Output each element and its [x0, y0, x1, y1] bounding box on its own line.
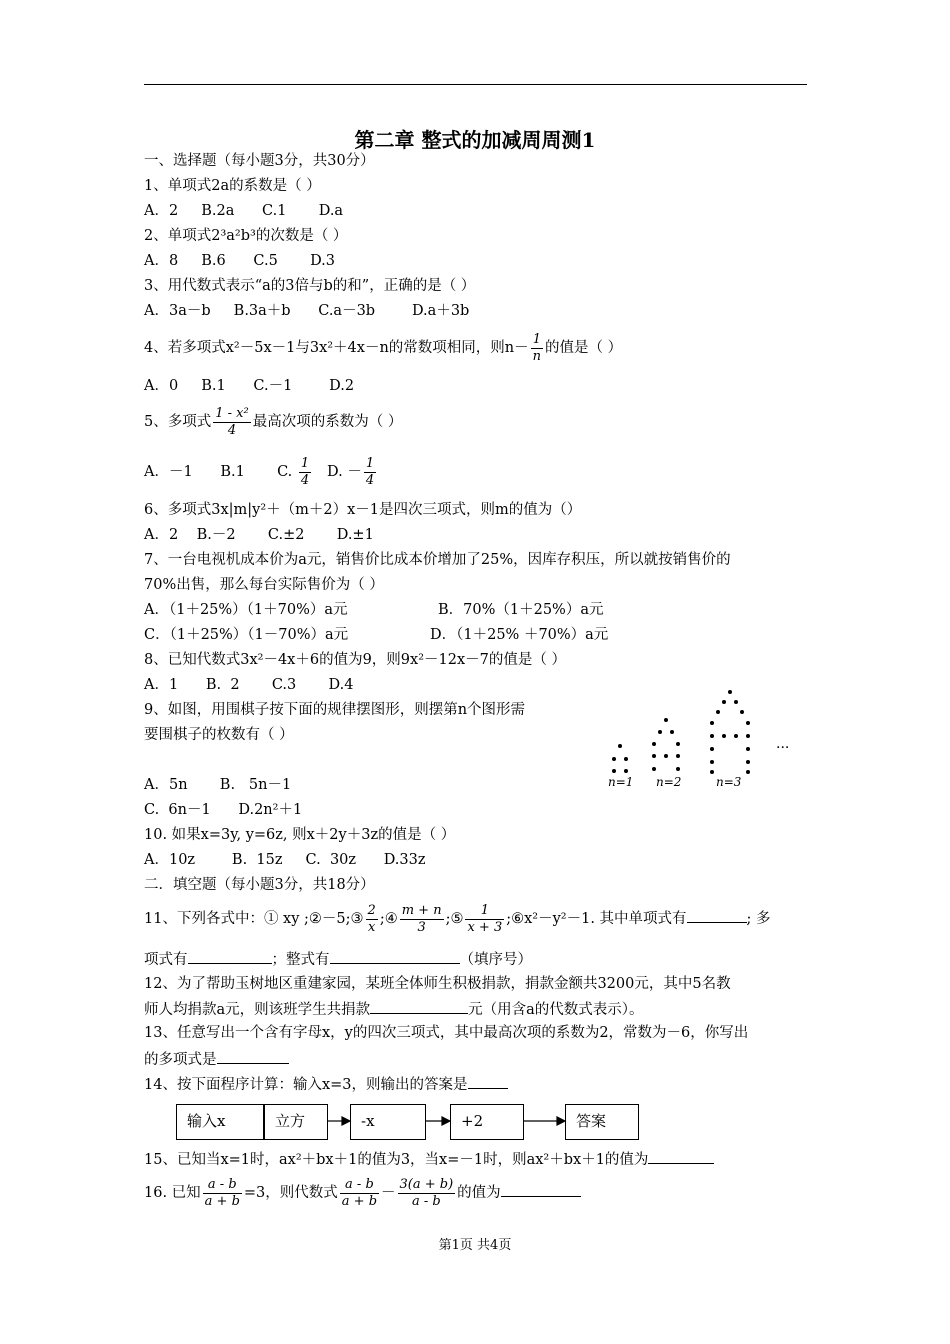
- section-fill-heading: 二．填空题（每小题3分，共18分）: [144, 877, 375, 893]
- page-title: 第二章 整式的加减周周测1: [354, 128, 596, 152]
- question-13-line2: [144, 1049, 289, 1069]
- q5-option-d-den: 4: [365, 472, 375, 488]
- question-1: 1、单项式2a的系数是（ ）: [144, 178, 321, 194]
- q16-text-d: 的值为: [457, 1185, 501, 1201]
- flow-box-input: 输入x: [176, 1104, 264, 1140]
- question-10-options: A．10z B. 15z C. 30z D.33z: [144, 852, 426, 868]
- q5-option-d: D. －: [313, 464, 362, 480]
- question-11-line1: [144, 898, 771, 940]
- q11-f5-num: 1: [465, 903, 504, 920]
- question-7-option-b: B．70%（1＋25%）a元: [438, 602, 604, 618]
- q11-f5-den: x + 3: [467, 919, 503, 935]
- label-n1: n=1: [608, 775, 634, 789]
- q12-line2-a: 师人均捐款a元，则该班学生共捐款: [144, 1002, 371, 1018]
- q11-line2-a: 项式有: [144, 952, 188, 968]
- question-14: [144, 1074, 508, 1094]
- q11-text-c: ;⑤: [445, 911, 464, 927]
- question-7-line1: 7、一台电视机成本价为a元，销售价比成本价增加了25%，因库存积压，所以就按销售价的: [144, 552, 731, 568]
- q11-f3-den: x: [368, 919, 376, 935]
- question-7-option-a: A．（1＋25%）（1＋70%）a元: [144, 602, 348, 618]
- question-1-options: A．2 B.2a C.1 D.a: [144, 203, 344, 219]
- flow-box-cube: 立方: [264, 1104, 328, 1140]
- q11-line2-b: ；整式有: [271, 952, 330, 968]
- q16-fraction-2: [340, 1177, 379, 1210]
- q16-fraction-3: [398, 1177, 456, 1210]
- q11-line2-c: （填序号）: [459, 952, 532, 968]
- q4-fraction-num: 1: [531, 332, 543, 349]
- arrow-icon: [342, 1117, 350, 1125]
- q16-text-b: =3，则代数式: [243, 1185, 338, 1201]
- q5-text-pre: 5、多项式: [144, 414, 212, 430]
- question-9-options-cd: C. 6n－1 D.2n²＋1: [144, 802, 303, 818]
- q15-blank[interactable]: [648, 1149, 714, 1164]
- question-8-options: A．1 B. 2 C.3 D.4: [144, 677, 354, 693]
- question-16: [144, 1172, 581, 1214]
- q12-blank[interactable]: [370, 999, 468, 1014]
- question-10: 10. 如果x=3y, y=6z, 则x＋2y＋3z的值是（ ）: [144, 827, 456, 843]
- question-9-line1: 9、如图，用围棋子按下面的规律摆图形，则摆第n个图形需: [144, 702, 526, 718]
- q5-option-ab-c: A．－1 B.1 C.: [144, 464, 293, 480]
- question-5-options: [144, 452, 378, 492]
- q16-f1-den: a + b: [204, 1193, 240, 1209]
- q16-blank[interactable]: [501, 1182, 581, 1197]
- question-2: 2、单项式2³a²b³的次数是（ ）: [144, 228, 348, 244]
- arrow-icon: [557, 1117, 565, 1125]
- pattern-n1: [612, 744, 628, 773]
- question-15: [144, 1149, 714, 1169]
- q4-fraction-den: n: [532, 348, 542, 364]
- question-4: [144, 328, 622, 368]
- question-12-line1: 12、为了帮助玉树地区重建家园，某班全体师生积极捐款，捐款金额共3200元，其中5名教: [144, 976, 731, 992]
- question-12-line2: [144, 999, 644, 1019]
- q14-text: 14、按下面程序计算：输入x=3，则输出的答案是: [144, 1077, 468, 1093]
- q4-text-pre: 4、若多项式x²－5x－1与3x²＋4x－n的常数项相同，则n－: [144, 340, 529, 356]
- pattern-n3: [710, 690, 750, 774]
- q13-line2-text: 的多项式是: [144, 1052, 217, 1068]
- q5-option-c-num: 1: [300, 455, 310, 471]
- q11-text-b: ;④: [379, 911, 398, 927]
- q13-blank[interactable]: [217, 1049, 289, 1064]
- question-3: 3、用代数式表示“a的3倍与b的和”，正确的是（ ）: [144, 278, 476, 294]
- q5-fraction-num: 1 - x²: [215, 405, 249, 421]
- question-9-options-ab: A．5n B. 5n－1: [144, 777, 292, 793]
- q11-blank-monomial[interactable]: [687, 908, 747, 923]
- q12-line2-b: 元（用含a的代数式表示）。: [468, 1002, 644, 1018]
- q11-fraction-3: [366, 903, 378, 936]
- q16-f2-den: a + b: [341, 1193, 378, 1209]
- q11-fraction-5: [465, 903, 504, 936]
- label-n3: n=3: [716, 775, 742, 789]
- arrow-icon: [442, 1117, 450, 1125]
- flow-box-answer: 答案: [565, 1104, 639, 1140]
- question-5: [144, 402, 402, 442]
- q11-blank-polynomial[interactable]: [188, 949, 272, 964]
- flow-box-plus-2: +2: [450, 1104, 524, 1140]
- question-2-options: A．8 B.6 C.5 D.3: [144, 253, 336, 269]
- question-9-line2: 要围棋子的枚数有（ ）: [144, 727, 294, 743]
- q11-f4-num: m + n: [401, 902, 442, 918]
- go-stones-pattern-figure: [600, 686, 800, 796]
- q16-f2-num: a - b: [340, 1177, 379, 1194]
- header-rule: [144, 84, 807, 85]
- q5-option-c-den: 4: [300, 472, 310, 488]
- q11-f4-den: 3: [417, 919, 426, 935]
- question-7-option-c: C．（1＋25%）（1－70%）a元: [144, 627, 349, 643]
- question-6: 6、多项式3x|m|y²＋（m＋2）x－1是四次三项式，则m的值为（）: [144, 502, 582, 518]
- q16-f3-num: 3(a + b): [399, 1176, 454, 1192]
- q11-text-a: 11、下列各式中：① xy ;②－5;③: [144, 911, 364, 927]
- q11-f3-num: 2: [367, 902, 376, 918]
- question-11-line2: [144, 949, 532, 969]
- q16-text-c: －: [381, 1185, 396, 1201]
- section-choice-heading: 一、选择题（每小题3分，共30分）: [144, 153, 375, 169]
- q14-blank[interactable]: [468, 1074, 508, 1089]
- flow-box-minus-x: -x: [350, 1104, 426, 1140]
- question-3-options: A．3a－b B.3a＋b C.a－3b D.a＋3b: [144, 303, 470, 319]
- question-13-line1: 13、任意写出一个含有字母x，y的四次三项式，其中最高次项的系数为2，常数为－6，你写出: [144, 1025, 749, 1041]
- q5-option-d-num: 1: [365, 455, 375, 471]
- q5-option-c-fraction: [299, 456, 311, 489]
- q5-fraction-den: 4: [227, 422, 237, 438]
- question-6-options: A．2 B.－2 C.±2 D.±1: [144, 527, 374, 543]
- question-4-options: A．0 B.1 C.－1 D.2: [144, 378, 355, 394]
- question-7-option-d: D．（1＋25% ＋70%）a元: [430, 627, 609, 643]
- q11-fraction-4: [400, 903, 444, 936]
- q5-fraction: [213, 406, 250, 439]
- q11-blank-integral[interactable]: [330, 949, 460, 964]
- q15-text: 15、已知当x=1时，ax²＋bx＋1的值为3，当x=－1时，则ax²＋bx＋1的值为: [144, 1152, 649, 1168]
- q5-option-d-fraction: [364, 456, 376, 489]
- question-8: 8、已知代数式3x²－4x＋6的值为9，则9x²－12x－7的值是（ ）: [144, 652, 566, 668]
- q16-fraction-1: [203, 1177, 242, 1210]
- q16-text-a: 16. 已知: [144, 1185, 201, 1201]
- q11-text-d: ;⑥x²－y²－1. 其中单项式有: [506, 911, 687, 927]
- q4-text-post: 的值是（ ）: [545, 340, 623, 356]
- q16-f3-den: a - b: [411, 1193, 441, 1209]
- pattern-ellipsis: ...: [776, 736, 790, 752]
- q16-f1-num: a - b: [203, 1177, 242, 1194]
- label-n2: n=2: [656, 775, 682, 789]
- pattern-n2: [652, 718, 680, 771]
- q11-text-e: ; 多: [746, 911, 771, 927]
- question-7-line2: 70%出售，那么每台实际售价为（ ）: [144, 577, 384, 593]
- page-footer: 第1页 共4页: [438, 1238, 512, 1253]
- q4-fraction: [531, 332, 543, 365]
- q5-text-post: 最高次项的系数为（ ）: [252, 414, 403, 430]
